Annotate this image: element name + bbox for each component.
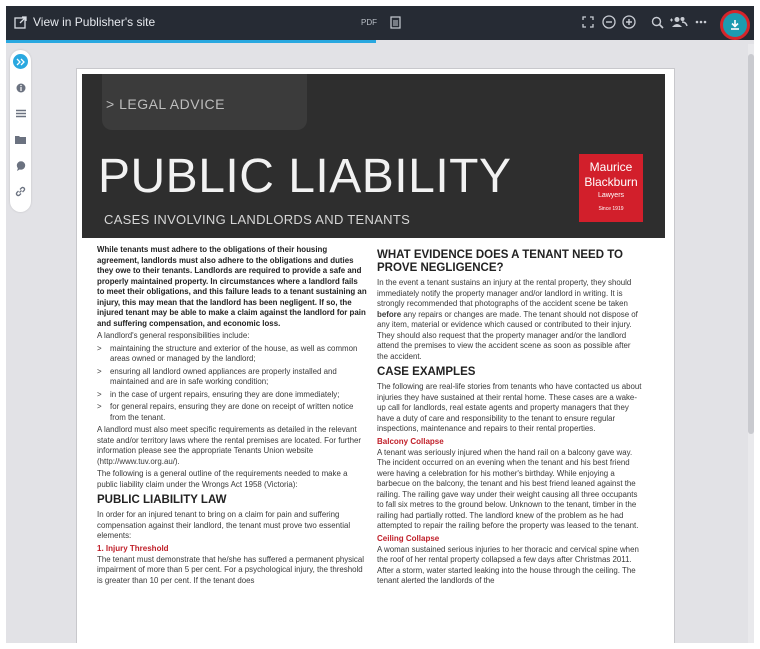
law-heading: PUBLIC LIABILITY LAW xyxy=(97,494,227,506)
law-paragraph: In order for an injured tenant to bring on a claim for pain and suffering compensation against their landlord, the tenant must prove two essential elements: xyxy=(97,510,351,540)
expand-panel-button[interactable] xyxy=(13,54,28,69)
threshold-paragraph: The tenant must demonstrate that he/she has suffered a permanent physical impairment of more than 5 per cent. For a psychological injury, the threshold is greater than 10 per cent. If the tenant does xyxy=(97,554,364,585)
list-item: > maintaining the structure and exterior of the house, as well as common areas owned or managed by the landlord; xyxy=(97,344,367,365)
ceiling-subheading: Ceiling Collapse xyxy=(377,533,440,543)
evidence-heading: WHAT EVIDENCE DOES A TENANT NEED TO PROVE NEGLIGENCE? xyxy=(377,249,623,274)
responsibilities-lead: A landlord's general responsibilities include: xyxy=(97,331,250,340)
cases-heading: CASE EXAMPLES xyxy=(377,366,476,378)
pdf-page xyxy=(76,68,675,643)
zoom-out-button[interactable] xyxy=(602,15,616,29)
list-icon xyxy=(16,109,26,118)
right-column xyxy=(377,245,642,589)
folder-button[interactable] xyxy=(13,132,28,147)
responsibilities-list xyxy=(97,344,367,424)
document-icon xyxy=(390,16,401,29)
share-button[interactable] xyxy=(670,16,688,28)
pdf-label: PDF xyxy=(361,18,377,27)
maurice-blackburn-logo xyxy=(579,154,643,222)
link-button[interactable] xyxy=(13,184,28,199)
more-icon xyxy=(695,20,707,24)
info-icon xyxy=(16,83,26,93)
fullscreen-icon xyxy=(582,16,594,28)
outline-paragraph: The following is a general outline of the requirements needed to make a public liability claim under the Wrongs Act 1958 (Victoria): xyxy=(97,469,348,489)
logo-line-3: Lawyers xyxy=(597,192,625,199)
requirements-paragraph: A landlord must also meet specific requirements as detailed in the relevant state and/or territory laws where the rental premises are located. For further information please see the appropriate Tenants Union website (http://www.tuv.org.au/). xyxy=(97,425,362,466)
document-banner xyxy=(82,74,665,238)
document-title: PUBLIC LIABILITY xyxy=(98,150,512,203)
list-item: > in the case of urgent repairs, ensuring they are done immediately; xyxy=(97,390,367,401)
viewer-frame xyxy=(6,6,754,643)
balcony-subheading: Balcony Collapse xyxy=(377,436,444,446)
pdf-format-label[interactable] xyxy=(361,18,377,27)
logo-line-4: Since 1919 xyxy=(598,206,624,212)
cases-paragraph: The following are real-life stories from tenants who have contacted us about injuries they have sustained at their rental home. These cases are a wake-up call for landlords, real estate agents and property managers that they have a duty of care and responsibility to the tenant to ensure regular inspections, maintenance and repairs to their rental properties. xyxy=(377,382,642,433)
download-icon xyxy=(729,19,741,31)
double-chevron-right-icon xyxy=(16,58,25,66)
scrollbar-thumb[interactable] xyxy=(748,54,754,434)
zoom-out-icon xyxy=(602,15,616,29)
view-publisher-label: View in Publisher's site xyxy=(33,15,156,29)
link-icon xyxy=(15,186,26,197)
evidence-text-2: any repairs or changes are made. The tenant should not dispose of any item, material or evidence which caused or contributed to their injury. They should also request that the property manager and/or the landlord attend the premises to view the accident scene as soon as possible after the accident. xyxy=(377,309,638,361)
fullscreen-button[interactable] xyxy=(582,16,594,28)
logo-line-1: Maurice xyxy=(589,160,633,174)
threshold-subheading: 1. Injury Threshold xyxy=(97,543,169,553)
document-subtitle: CASES INVOLVING LANDLORDS AND TENANTS xyxy=(104,212,411,227)
folder-icon xyxy=(15,135,26,144)
document-format-button[interactable] xyxy=(390,16,401,29)
search-button[interactable] xyxy=(651,16,664,29)
external-link-icon xyxy=(14,16,27,29)
evidence-text-bold: before xyxy=(377,309,402,319)
zoom-in-button[interactable] xyxy=(622,15,636,29)
more-button[interactable] xyxy=(695,20,707,24)
left-column xyxy=(97,245,367,588)
evidence-paragraph xyxy=(377,278,642,362)
comment-icon xyxy=(16,161,26,171)
list-item: > for general repairs, ensuring they are done on receipt of written notice from the tenant. xyxy=(97,402,367,423)
ceiling-paragraph: A woman sustained serious injuries to her thoracic and cervical spine when the roof of her rental property collapsed a few days after Christmas 2011. After a storm, water started leaking into the house through the ceiling. The tenant alerted the landlords of the xyxy=(377,544,639,585)
balcony-paragraph: A tenant was seriously injured when the hand rail on a balcony gave way. The incident occurred on an evening when the tenant and his best friend were having a celebration for his mother's birthday. While enjoying a barbecue on the balcony, the tenant and his best friend leaned against the railing. The railing gave way under their weight causing all three occupants to fall six metres to the ground below. Unknown to the tenant, timber in the railing had partially rotted. The landlord knew of the problem as he had attempted to repair the railing before the property was leased to the tenant. xyxy=(377,447,639,530)
top-toolbar xyxy=(6,6,754,40)
contents-button[interactable] xyxy=(13,106,28,121)
search-icon xyxy=(651,16,664,29)
left-sidebar xyxy=(10,50,31,212)
zoom-in-icon xyxy=(622,15,636,29)
intro-paragraph: While tenants must adhere to the obligations of their housing agreement, landlords must also adhere to the obligations and duties they owe to their tenants. Landlords are required to provide a safe and properly maintained property. In circumstances where a landlord fails to meet their obligations, and this failure leads to a tenant sustaining an injury, this may mean that the landlord has been negligent. If so, the injured tenant may be able to make a claim against the landlord for pain and suffering compensation, and economic loss. xyxy=(97,245,367,328)
list-item: > ensuring all landlord owned appliances are properly installed and maintained and are in safe working condition; xyxy=(97,367,367,388)
comments-button[interactable] xyxy=(13,158,28,173)
loading-progress-bar xyxy=(6,40,376,43)
evidence-text-1: In the event a tenant sustains an injury at the rental property, they should immediately notify the property manager and/or landlord in writing. It is strongly recommended that photographs of the accident scene be taken xyxy=(377,278,632,308)
info-button[interactable] xyxy=(13,80,28,95)
logo-line-2: Blackburn xyxy=(584,175,638,189)
section-label: > LEGAL ADVICE xyxy=(106,96,225,112)
share-users-icon xyxy=(670,16,688,28)
view-publisher-link[interactable] xyxy=(14,15,155,29)
download-button[interactable] xyxy=(720,10,750,40)
